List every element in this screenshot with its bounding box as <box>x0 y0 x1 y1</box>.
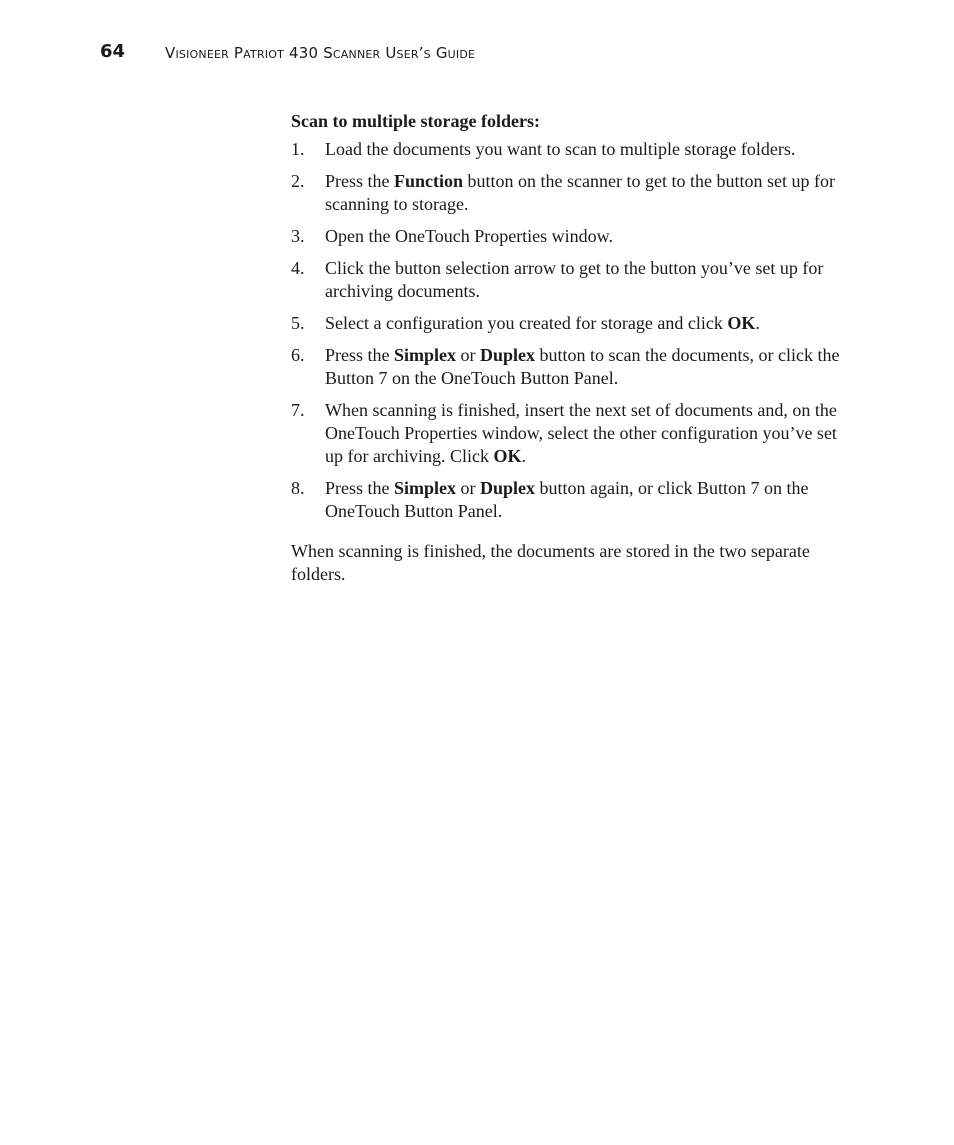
step-number: 6. <box>291 345 305 365</box>
step-number: 7. <box>291 400 305 420</box>
step-number: 4. <box>291 258 305 278</box>
step-number: 5. <box>291 313 305 333</box>
duplex-term: Duplex <box>480 478 536 498</box>
duplex-term: Duplex <box>480 345 536 365</box>
ok-term: OK <box>493 446 522 466</box>
simplex-term: Simplex <box>394 345 457 365</box>
function-button-term: Function <box>394 171 464 191</box>
step-number: 8. <box>291 478 305 498</box>
step-item <box>291 170 851 216</box>
step-item <box>291 312 851 335</box>
step-item <box>291 138 851 161</box>
step-text: When scanning is finished, insert the next set of documents and, on the OneTouch Properties window, select the other configuration you’ve set up for archiving. Click OK. <box>325 400 837 466</box>
main-content <box>291 110 851 586</box>
running-title: Visioneer Patriot 430 Scanner User’s Guide <box>165 44 476 62</box>
step-text: Open the OneTouch Properties window. <box>325 226 614 246</box>
step-text: Press the Simplex or Duplex button to scan the documents, or click the Button 7 on the OneTouch Button Panel. <box>325 345 840 388</box>
step-number: 2. <box>291 171 305 191</box>
step-number: 3. <box>291 226 305 246</box>
step-number: 1. <box>291 139 305 159</box>
step-item <box>291 344 851 390</box>
step-item <box>291 225 851 248</box>
step-text: Load the documents you want to scan to multiple storage folders. <box>325 139 796 159</box>
step-item <box>291 257 851 303</box>
step-text: Press the Simplex or Duplex button again, or click Button 7 on the OneTouch Button Panel. <box>325 478 809 521</box>
step-text: Select a configuration you created for storage and click OK. <box>325 313 760 333</box>
page-header <box>100 40 860 66</box>
simplex-term: Simplex <box>394 478 457 498</box>
closing-paragraph: When scanning is finished, the documents are stored in the two separate folders. <box>291 541 810 584</box>
page-number: 64 <box>100 41 126 62</box>
step-list <box>291 138 851 523</box>
section-heading: Scan to multiple storage folders: <box>291 111 540 131</box>
step-item <box>291 477 851 523</box>
ok-term: OK <box>727 313 756 333</box>
step-text: Press the Function button on the scanner to get to the button set up for scanning to storage. <box>325 171 835 214</box>
step-item <box>291 399 851 468</box>
step-text: Click the button selection arrow to get to the button you’ve set up for archiving documents. <box>325 258 824 301</box>
